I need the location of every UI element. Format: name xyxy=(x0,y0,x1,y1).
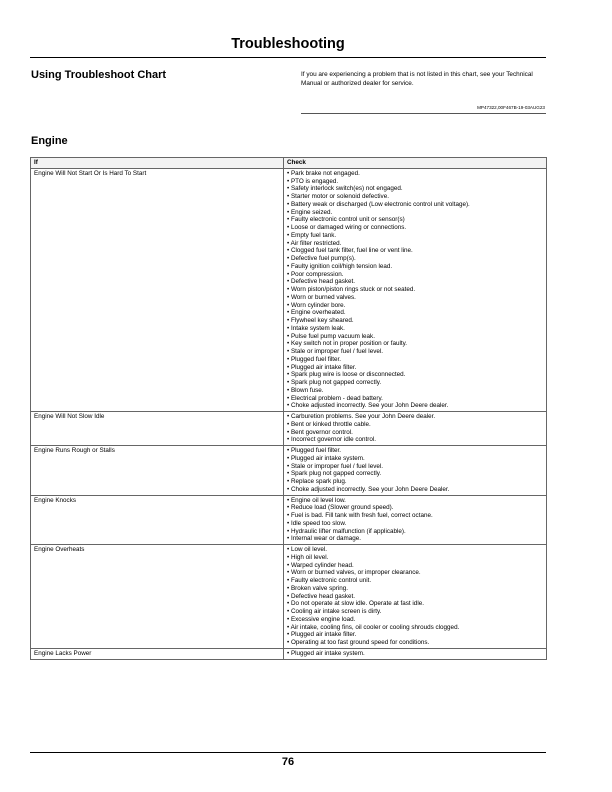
check-item: • Worn or burned valves, or improper clearance. xyxy=(287,569,421,577)
check-item: • Worn or burned valves. xyxy=(287,293,356,301)
check-item: • Safety interlock switch(es) not engaged. xyxy=(287,185,403,193)
check-list xyxy=(287,650,543,658)
table-row xyxy=(31,412,547,446)
table-body xyxy=(31,168,547,659)
reference-code: MP47322,00F467B-19-03AUG23 xyxy=(477,105,545,110)
page-title: Troubleshooting xyxy=(231,36,345,52)
symptom-cell: Engine Knocks xyxy=(31,495,284,545)
check-item: • Plugged fuel filter. xyxy=(287,355,342,363)
table-row xyxy=(31,168,547,411)
check-item: • Bent or kinked throttle cable. xyxy=(287,420,371,428)
check-cell xyxy=(284,446,547,496)
check-item: • Flywheel key sheared. xyxy=(287,317,354,324)
check-item: • Bent governor control. xyxy=(287,428,353,436)
column-header-if: If xyxy=(31,158,284,169)
check-item: • Faulty electronic control unit. xyxy=(287,577,372,584)
check-item: • Engine overheated. xyxy=(287,309,346,317)
check-item: • Electrical problem - dead battery. xyxy=(287,394,383,402)
engine-heading: Engine xyxy=(31,135,68,147)
check-item: • Stale or improper fuel / fuel level. xyxy=(287,348,384,355)
check-item: • Spark plug not gapped correctly. xyxy=(287,379,382,386)
check-list xyxy=(287,546,543,647)
check-item: • Faulty electronic control unit or sensor(s) xyxy=(287,216,405,224)
check-item: • Key switch not in proper position or faulty. xyxy=(287,340,408,348)
footer-divider xyxy=(30,752,546,753)
check-item: • Do not operate at slow idle. Operate at fast idle. xyxy=(287,600,424,608)
check-item: • Defective head gasket. xyxy=(287,592,356,600)
check-cell xyxy=(284,495,547,545)
page-number: 76 xyxy=(281,756,295,768)
check-item: • Warped cylinder head. xyxy=(287,561,354,569)
table-row xyxy=(31,545,547,649)
intro-text: If you are experiencing a problem that is not listed in this chart, see your Technical Manual or authorized dealer for service. xyxy=(301,71,533,87)
check-cell xyxy=(284,412,547,446)
check-item: • Starter motor or solenoid defective. xyxy=(287,193,389,200)
check-item: • Cooling air intake screen is dirty. xyxy=(287,608,382,615)
check-item: • Excessive engine load. xyxy=(287,615,356,623)
check-item: • Faulty ignition coil/high tension lead. xyxy=(287,262,393,270)
reference-divider xyxy=(301,113,546,114)
check-item: • High oil level. xyxy=(287,553,329,561)
troubleshoot-table xyxy=(30,157,547,660)
check-item: • Worn cylinder bore. xyxy=(287,301,346,309)
check-cell xyxy=(284,168,547,411)
check-item: • Operating at too fast ground speed for conditions. xyxy=(287,639,430,646)
check-item: • Intake system leak. xyxy=(287,324,345,332)
check-item: • Plugged air intake filter. xyxy=(287,363,357,371)
check-list xyxy=(287,170,543,410)
check-item: • Reduce load (Slower ground speed). xyxy=(287,504,394,512)
check-item: • Choke adjusted incorrectly. See your John Deere dealer. xyxy=(287,402,449,410)
check-item: • Spark plug wire is loose or disconnected. xyxy=(287,371,406,379)
section-heading: Using Troubleshoot Chart xyxy=(31,69,167,81)
check-item: • Engine oil level low. xyxy=(287,496,346,504)
symptom-cell: Engine Will Not Start Or Is Hard To Start xyxy=(31,168,284,411)
check-list xyxy=(287,447,543,494)
check-item: • Air filter restricted. xyxy=(287,239,342,247)
check-item: • Idle speed too slow. xyxy=(287,519,347,527)
table-header-row xyxy=(31,158,547,169)
symptom-cell: Engine Overheats xyxy=(31,545,284,649)
title-divider xyxy=(30,57,546,58)
check-item: • Loose or damaged wiring or connections. xyxy=(287,224,407,231)
check-item: • Defective fuel pump(s). xyxy=(287,255,356,262)
check-item: • Plugged air intake system. xyxy=(287,649,365,657)
check-list xyxy=(287,413,543,444)
check-item: • Fuel is bad. Fill tank with fresh fuel, correct octane. xyxy=(287,512,433,519)
check-item: • Pulse fuel pump vacuum leak. xyxy=(287,332,375,340)
check-item: • Engine seized. xyxy=(287,208,333,216)
check-item: • Clogged fuel tank filter, fuel line or vent line. xyxy=(287,247,413,255)
check-item: • Choke adjusted incorrectly. See your John Deere Dealer. xyxy=(287,485,450,493)
column-header-check: Check xyxy=(284,158,547,169)
check-item: • Air intake, cooling fins, oil cooler or cooling shrouds clogged. xyxy=(287,623,460,631)
check-item: • Broken valve spring. xyxy=(287,584,349,592)
check-item: • Spark plug not gapped correctly. xyxy=(287,470,382,478)
check-item: • Defective head gasket. xyxy=(287,278,356,286)
check-list xyxy=(287,497,543,544)
check-item: • Incorrect governor idle control. xyxy=(287,436,377,444)
check-item: • Empty fuel tank. xyxy=(287,231,337,239)
symptom-cell: Engine Will Not Slow Idle xyxy=(31,412,284,446)
symptom-cell: Engine Lacks Power xyxy=(31,648,284,659)
check-item: • Battery weak or discharged (Low electronic control unit voltage). xyxy=(287,200,470,208)
check-item: • Plugged fuel filter. xyxy=(287,447,342,454)
table-row xyxy=(31,495,547,545)
check-item: • Park brake not engaged. xyxy=(287,169,360,177)
check-item: • Worn piston/piston rings stuck or not seated. xyxy=(287,286,416,293)
check-item: • Hydraulic lifter malfunction (if applicable). xyxy=(287,527,406,535)
check-item: • Plugged air intake system. xyxy=(287,454,365,462)
check-item: • Replace spark plug. xyxy=(287,478,347,485)
check-item: • Carburetion problems. See your John Deere dealer. xyxy=(287,413,436,420)
table-row xyxy=(31,648,547,659)
check-cell xyxy=(284,545,547,649)
check-item: • Plugged air intake filter. xyxy=(287,631,357,639)
check-item: • Internal wear or damage. xyxy=(287,535,361,543)
symptom-cell: Engine Runs Rough or Stalls xyxy=(31,446,284,496)
check-cell xyxy=(284,648,547,659)
check-item: • Poor compression. xyxy=(287,270,344,278)
check-item: • Low oil level. xyxy=(287,546,328,553)
check-item: • PTO is engaged. xyxy=(287,177,339,185)
check-item: • Stale or improper fuel / fuel level. xyxy=(287,462,384,470)
check-item: • Blown fuse. xyxy=(287,386,324,394)
table-row xyxy=(31,446,547,496)
